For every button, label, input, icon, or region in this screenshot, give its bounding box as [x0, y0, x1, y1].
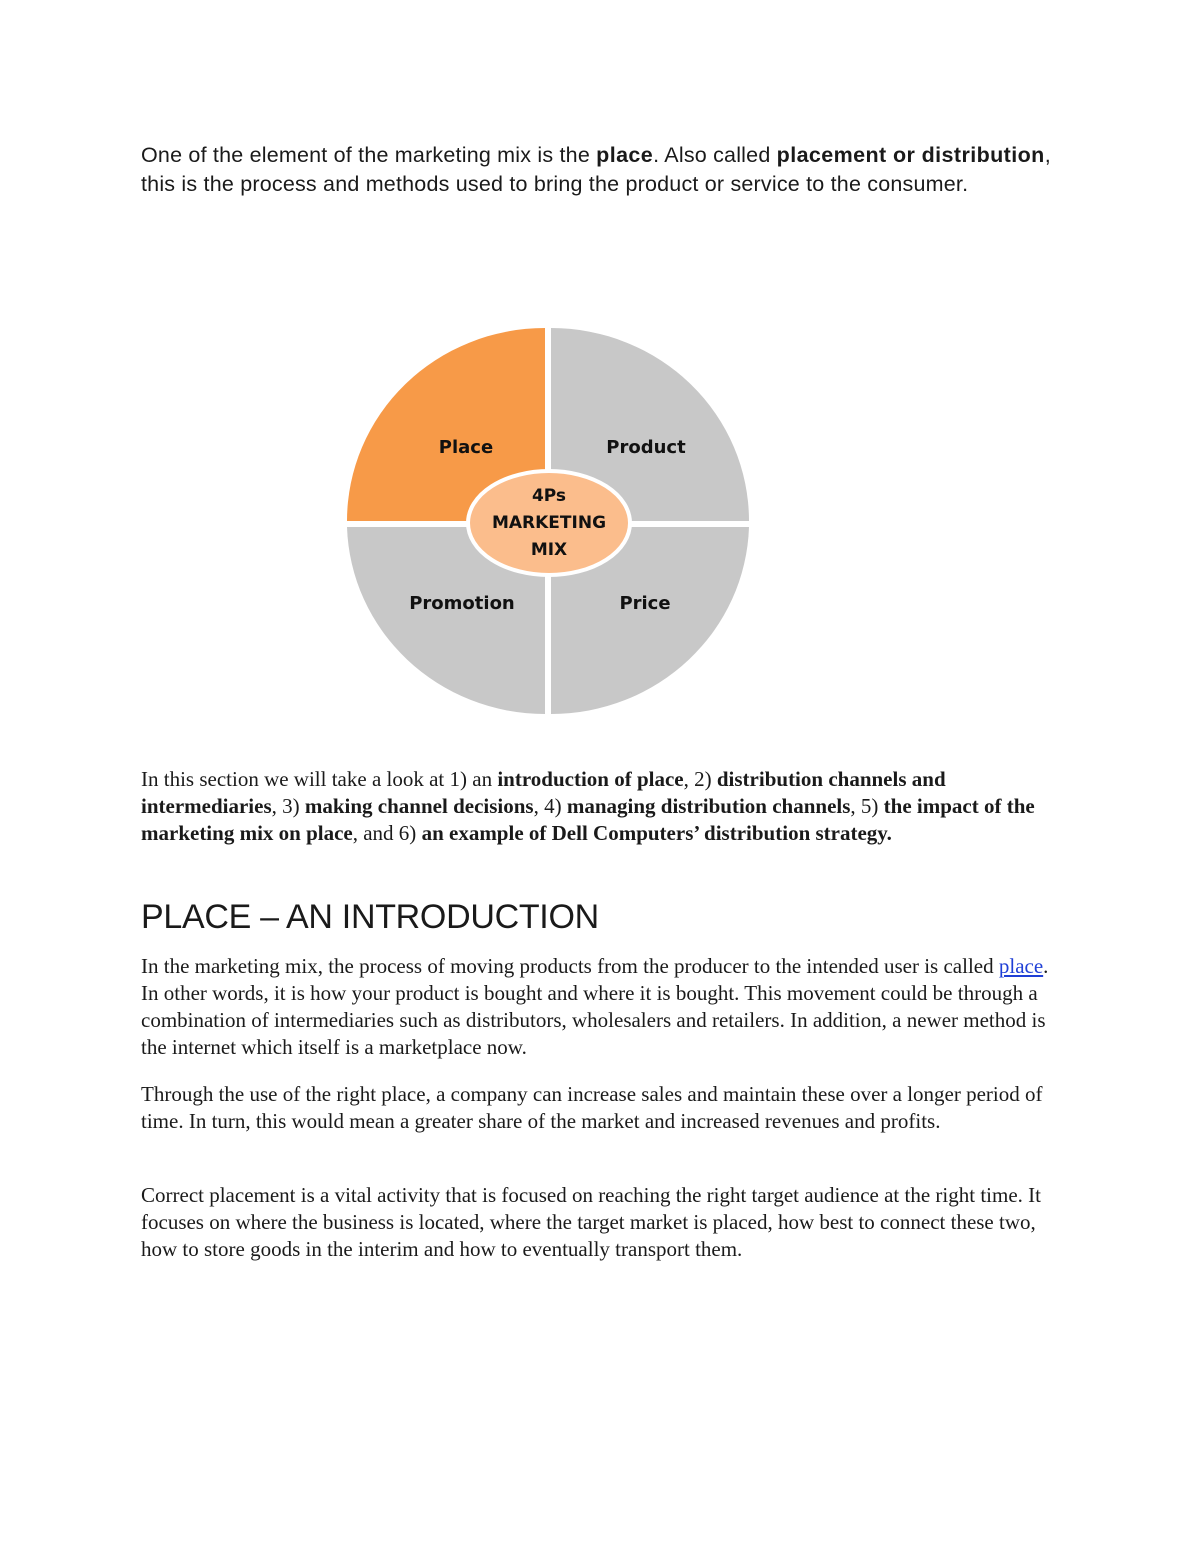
section-heading: PLACE – AN INTRODUCTION [141, 898, 599, 936]
section-bold-2: distribution channels and intermediaries [141, 767, 946, 818]
quadrant-label-promotion: Promotion [409, 593, 515, 614]
hub-label-line3: MIX [530, 540, 568, 560]
marketing-mix-svg [340, 322, 755, 722]
place-intro-paragraph [141, 953, 1066, 1061]
intro-text-3: , this is the process and methods used to bring the product or service to the consumer. [141, 143, 1051, 196]
section-text-5: , 5) [850, 794, 884, 818]
quadrant-label-product: Product [606, 437, 686, 458]
section-bold-5: the impact of the marketing mix on place [141, 794, 1035, 845]
place-link[interactable]: place [998, 954, 1044, 978]
intro-text-1: One of the element of the marketing mix is the [141, 143, 597, 167]
section-bold-1: introduction of place [497, 767, 684, 791]
hub-label-line1: 4Ps [531, 486, 567, 506]
section-text-6: , and 6) [352, 821, 422, 845]
para1-text-1: In the marketing mix, the process of moving products from the producer to the intended user is called [141, 954, 999, 978]
hub-label-line2: MARKETING [491, 513, 607, 533]
section-bold-3: making channel decisions [304, 794, 534, 818]
section-overview-paragraph [141, 766, 1066, 847]
correct-placement-paragraph: Correct placement is a vital activity that is focused on reaching the right target audience at the right time. It focuses on where the business is located, where the target market is placed, how best to connect these two, how to store goods in the interim and how to eventually transport them. [141, 1183, 1041, 1261]
intro-bold-placement: placement or distribution [776, 143, 1045, 167]
section-text-3: , 3) [271, 794, 305, 818]
section-bold-4: managing distribution channels [566, 794, 851, 818]
section-text-2: , 2) [683, 767, 717, 791]
intro-text-2: . Also called [653, 143, 777, 167]
intro-bold-place: place [596, 143, 654, 167]
right-place-paragraph: Through the use of the right place, a company can increase sales and maintain these over a longer period of time. In turn, this would mean a greater share of the market and increased revenues and profits. [141, 1082, 1043, 1133]
section-text-4: , 4) [533, 794, 567, 818]
section-bold-6: an example of Dell Computers’ distribution strategy. [421, 821, 892, 845]
section-text-1: In this section we will take a look at 1) an [141, 767, 498, 791]
quadrant-label-price: Price [619, 593, 671, 614]
quadrant-label-place: Place [438, 437, 494, 458]
marketing-mix-diagram [340, 322, 755, 722]
para1-text-2: . In other words, it is how your product is bought and where it is bought. This movement could be through a combination of intermediaries such as distributors, wholesalers and retailers. In addition, a newer method is the internet which itself is a marketplace now. [141, 954, 1049, 1059]
intro-paragraph [141, 141, 1071, 198]
